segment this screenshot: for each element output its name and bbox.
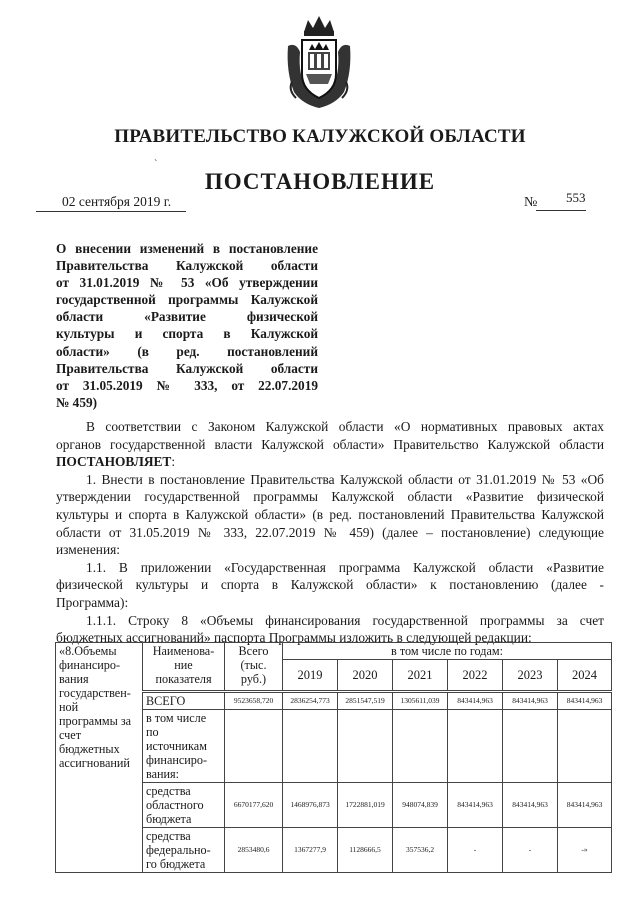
- body-line: культуры и спорта в Калужской области» (в ред. постановлений Правительства Калужской: [56, 506, 604, 522]
- document-date: 02 сентября 2019 г.: [62, 194, 172, 209]
- row-label-cell: «8.Объемы финансиро- вания государствен- ной программы за счет бюджетных ассигнований: [56, 643, 143, 873]
- row-value: [338, 710, 393, 783]
- row-value: -»: [558, 828, 612, 873]
- body-line: 1. Внести в постановление Правительства Калужской области от 31.01.2019 № 53 «Об: [86, 471, 604, 487]
- row-value: [393, 710, 448, 783]
- row-value: 357536,2: [393, 828, 448, 873]
- row-value: 1468976,873: [283, 783, 338, 828]
- body-line: 1.1.1. Строку 8 «Объемы финансирования государственной программы за счет: [86, 612, 604, 628]
- row-value: 843414,963: [448, 783, 503, 828]
- subject-line: Правительства Калужской области: [56, 360, 318, 376]
- row-value: 843414,963: [558, 692, 612, 710]
- year-header: 2024: [558, 660, 612, 692]
- coat-of-arms-emblem: [282, 12, 356, 110]
- body-line: Программа):: [56, 594, 129, 610]
- subject-line: области «Развитие физической: [56, 309, 318, 325]
- row-value: 1722881,019: [338, 783, 393, 828]
- subject-line: культуры и спорта в Калужской: [56, 326, 318, 342]
- row-value: [283, 710, 338, 783]
- row-value: 2851547,519: [338, 692, 393, 710]
- year-header: 2022: [448, 660, 503, 692]
- body-line: [56, 453, 604, 471]
- subject-line: от 31.01.2019 № 53 «Об утверждении: [56, 275, 318, 291]
- stray-mark: `: [154, 159, 158, 170]
- row-value: -: [503, 828, 558, 873]
- row-name: средства областного бюджета: [143, 783, 225, 828]
- row-value: 948074,839: [393, 783, 448, 828]
- year-header: 2021: [393, 660, 448, 692]
- body-line: В соответствии с Законом Калужской области «О нормативных правовых актах: [86, 419, 604, 434]
- row-value: -: [448, 828, 503, 873]
- row-value: 2836254,773: [283, 692, 338, 710]
- years-header: в том числе по годам:: [283, 643, 612, 660]
- year-header: 2020: [338, 660, 393, 692]
- row-value: 843414,963: [503, 783, 558, 828]
- column-header-total: Всего (тыс. руб.): [225, 643, 283, 692]
- body-line: изменения:: [56, 542, 121, 558]
- body-line: физической культуры и спорта в Калужской области» к постановлению (далее -: [56, 577, 604, 593]
- number-underline: [536, 210, 586, 211]
- row-total: 9523658,720: [225, 692, 283, 710]
- subject-line: О внесении изменений в постановление: [56, 241, 318, 256]
- year-header: 2023: [503, 660, 558, 692]
- row-total: 6670177,620: [225, 783, 283, 828]
- row-name: ВСЕГО: [143, 692, 225, 710]
- document-subject: [56, 240, 318, 411]
- row-name: в том числе по источникам финансиро- вания:: [143, 710, 225, 783]
- row-value: 843414,963: [503, 692, 558, 710]
- row-value: 843414,963: [448, 692, 503, 710]
- subject-line: Правительства Калужской области: [56, 258, 318, 274]
- resolution-colon: :: [171, 454, 176, 470]
- subject-line: государственной программы Калужской: [56, 292, 318, 308]
- row-value: 1305611,039: [393, 692, 448, 710]
- number-label: №: [524, 195, 538, 210]
- column-header-name: Наименова- ние показателя: [143, 643, 225, 692]
- body-line: области от 31.05.2019 № 333, 22.07.2019 № 459) (далее – постановление) следующие: [56, 524, 604, 540]
- year-header: 2019: [283, 660, 338, 692]
- row-value: 1367277,9: [283, 828, 338, 873]
- row-value: 1128666,5: [338, 828, 393, 873]
- government-title: ПРАВИТЕЛЬСТВО КАЛУЖСКОЙ ОБЛАСТИ: [114, 126, 526, 147]
- document-body: [56, 418, 604, 647]
- document-type-title: ПОСТАНОВЛЕНИЕ: [204, 169, 436, 194]
- body-line: органов государственной власти Калужской области» Правительство Калужской области: [56, 436, 604, 452]
- row-value: 843414,963: [558, 783, 612, 828]
- body-line: утверждении государственной программы Калужской области «Развитие физической: [56, 489, 604, 505]
- subject-line: № 459): [56, 394, 98, 410]
- subject-line: области» (в ред. постановлений: [56, 343, 318, 359]
- body-line: 1.1. В приложении «Государственная программа Калужской области «Развитие: [86, 559, 604, 575]
- document-number: 553: [566, 190, 586, 205]
- row-value: [558, 710, 612, 783]
- subject-line: от 31.05.2019 № 333, от 22.07.2019: [56, 377, 318, 393]
- resolution-keyword: ПОСТАНОВЛЯЕТ: [56, 454, 172, 470]
- row-total: [225, 710, 283, 783]
- row-total: 2853480,6: [225, 828, 283, 873]
- financing-table: [55, 642, 612, 873]
- date-underline: [36, 211, 186, 212]
- row-value: [503, 710, 558, 783]
- row-name: средства федерально- го бюджета: [143, 828, 225, 873]
- body-line: бюджетных ассигнований» паспорта Программы изложить в следующей редакции:: [56, 630, 532, 646]
- row-value: [448, 710, 503, 783]
